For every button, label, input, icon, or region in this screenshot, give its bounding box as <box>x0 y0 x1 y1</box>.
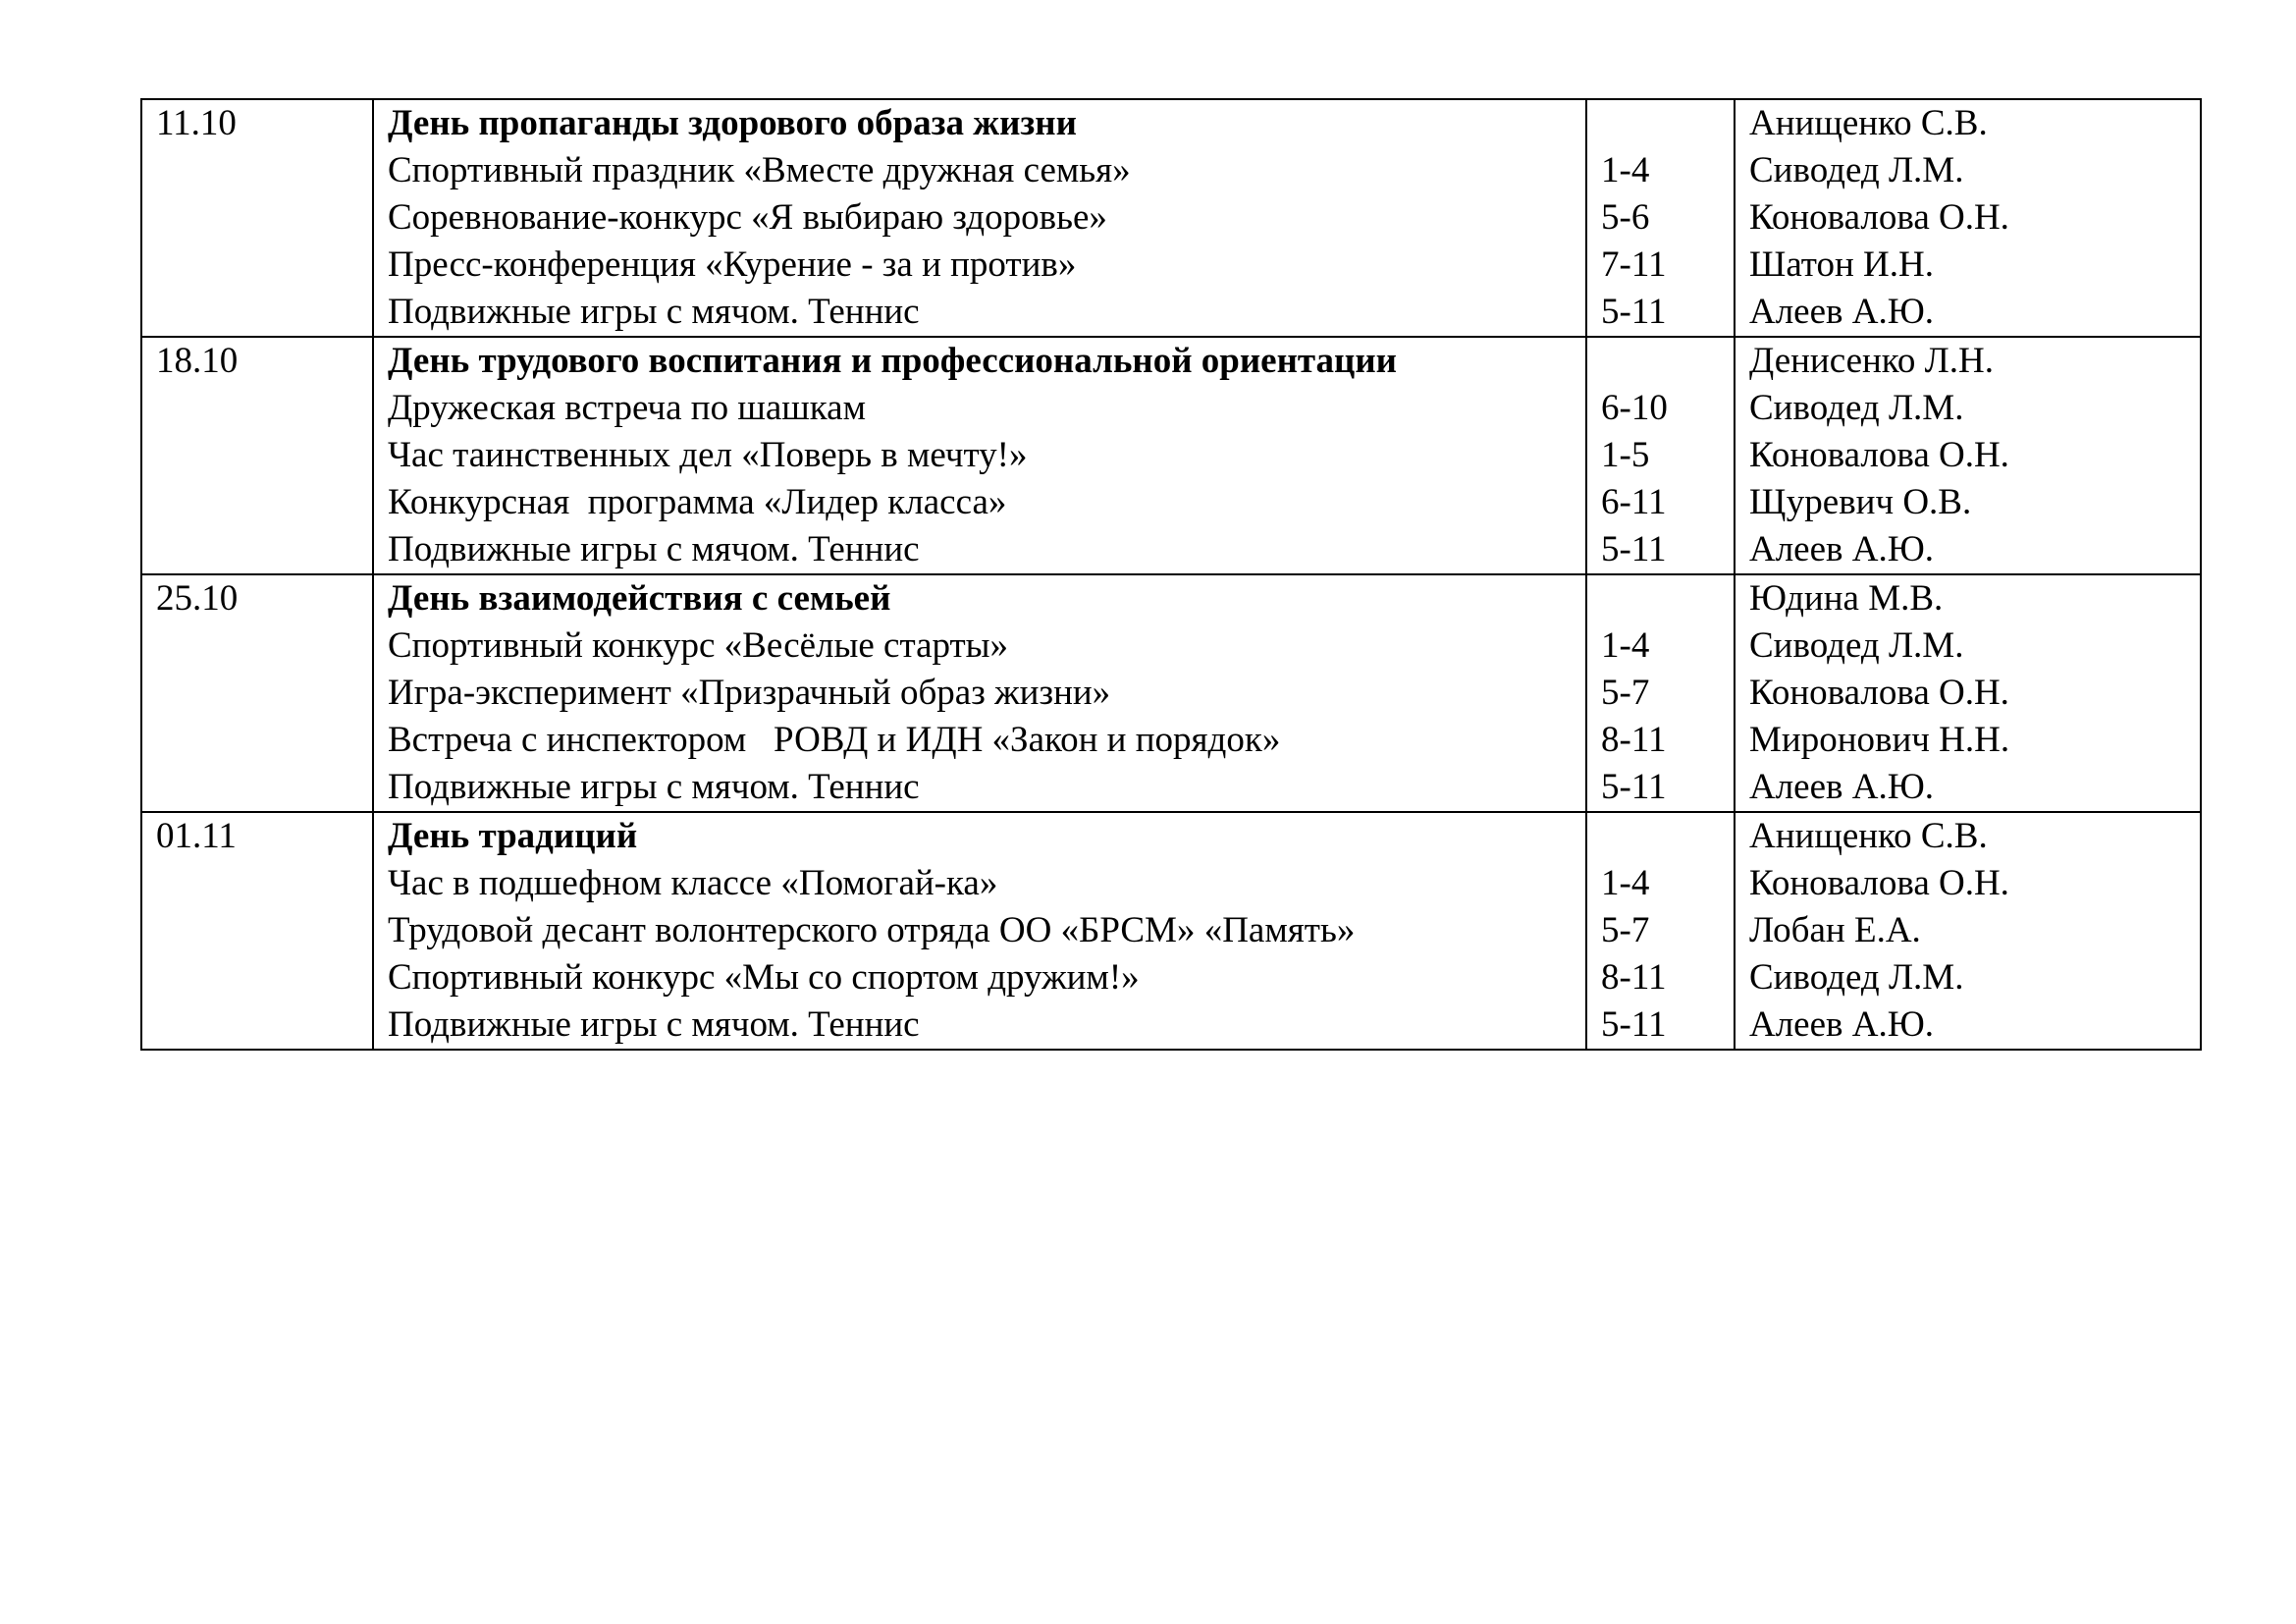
date: 01.11 <box>156 816 237 856</box>
event-grades: 5-11 <box>1601 1004 1667 1045</box>
events-cell <box>373 574 1586 812</box>
responsible-cell <box>1735 574 2201 812</box>
event-grades: 1-4 <box>1601 625 1650 666</box>
event-name: Подвижные игры с мячом. Теннис <box>388 292 920 332</box>
event-grades: 1-4 <box>1601 863 1650 903</box>
event-responsible: Сиводед Л.М. <box>1749 388 1964 428</box>
date: 11.10 <box>156 103 237 143</box>
event-responsible: Сиводед Л.М. <box>1749 625 1964 666</box>
event-responsible: Коновалова О.Н. <box>1749 197 2009 238</box>
event-responsible: Алеев А.Ю. <box>1749 1004 1934 1045</box>
date-cell <box>141 574 373 812</box>
day-row <box>141 337 2201 574</box>
event-name: Час таинственных дел «Поверь в мечту!» <box>388 435 1028 475</box>
event-name: Спортивный праздник «Вместе дружная семья» <box>388 150 1131 190</box>
event-name: Спортивный конкурс «Весёлые старты» <box>388 625 1009 666</box>
event-name: Игра-эксперимент «Призрачный образ жизни» <box>388 673 1111 713</box>
event-name: Час в подшефном классе «Помогай-ка» <box>388 863 998 903</box>
day-title: День взаимодействия с семьей <box>388 578 891 619</box>
event-name: Подвижные игры с мячом. Теннис <box>388 1004 920 1045</box>
event-grades: 7-11 <box>1601 244 1667 285</box>
event-responsible: Сиводед Л.М. <box>1749 150 1964 190</box>
schedule-table <box>140 98 2202 1051</box>
event-grades: 5-11 <box>1601 292 1667 332</box>
date: 18.10 <box>156 341 239 381</box>
event-responsible: Щуревич О.В. <box>1749 482 1972 522</box>
day-row <box>141 574 2201 812</box>
event-responsible: Коновалова О.Н. <box>1749 863 2009 903</box>
event-grades: 5-7 <box>1601 673 1650 713</box>
event-grades: 6-10 <box>1601 388 1668 428</box>
day-title: День пропаганды здорового образа жизни <box>388 103 1077 143</box>
event-grades: 1-5 <box>1601 435 1650 475</box>
grades-cell <box>1586 812 1735 1050</box>
event-name: Пресс-конференция «Курение - за и против» <box>388 244 1077 285</box>
day-title: День традиций <box>388 816 638 856</box>
event-responsible: Сиводед Л.М. <box>1749 957 1964 998</box>
event-name: Спортивный конкурс «Мы со спортом дружим!» <box>388 957 1140 998</box>
grade-blank <box>1587 575 1734 623</box>
title-responsible: Юдина М.В. <box>1749 578 1944 619</box>
grade-blank <box>1587 813 1734 860</box>
day-row <box>141 99 2201 337</box>
event-name: Конкурсная программа «Лидер класса» <box>388 482 1007 522</box>
event-responsible: Шатон И.Н. <box>1749 244 1934 285</box>
responsible-cell <box>1735 99 2201 337</box>
event-grades: 5-7 <box>1601 910 1650 950</box>
events-cell <box>373 337 1586 574</box>
grade-blank <box>1587 338 1734 385</box>
event-grades: 6-11 <box>1601 482 1667 522</box>
event-grades: 5-11 <box>1601 767 1667 807</box>
event-name: Соревнование-конкурс «Я выбираю здоровье» <box>388 197 1107 238</box>
event-grades: 8-11 <box>1601 957 1667 998</box>
responsible-cell <box>1735 337 2201 574</box>
date-cell <box>141 99 373 337</box>
event-name: Встреча с инспектором РОВД и ИДН «Закон и порядок» <box>388 720 1281 760</box>
event-responsible: Алеев А.Ю. <box>1749 529 1934 569</box>
event-responsible: Коновалова О.Н. <box>1749 673 2009 713</box>
grade-blank <box>1587 100 1734 147</box>
date-cell <box>141 337 373 574</box>
event-responsible: Коновалова О.Н. <box>1749 435 2009 475</box>
date: 25.10 <box>156 578 239 619</box>
event-responsible: Лобан Е.А. <box>1749 910 1921 950</box>
grades-cell <box>1586 337 1735 574</box>
grades-cell <box>1586 99 1735 337</box>
title-responsible: Анищенко С.В. <box>1749 103 1988 143</box>
event-name: Трудовой десант волонтерского отряда ОО «БРСМ» «Память» <box>388 910 1356 950</box>
day-title: День трудового воспитания и профессиональной ориентации <box>388 341 1397 381</box>
responsible-cell <box>1735 812 2201 1050</box>
event-name: Подвижные игры с мячом. Теннис <box>388 529 920 569</box>
event-responsible: Миронович Н.Н. <box>1749 720 2010 760</box>
event-grades: 5-6 <box>1601 197 1650 238</box>
event-responsible: Алеев А.Ю. <box>1749 767 1934 807</box>
event-grades: 1-4 <box>1601 150 1650 190</box>
event-responsible: Алеев А.Ю. <box>1749 292 1934 332</box>
day-row <box>141 812 2201 1050</box>
events-cell <box>373 812 1586 1050</box>
event-name: Подвижные игры с мячом. Теннис <box>388 767 920 807</box>
event-grades: 5-11 <box>1601 529 1667 569</box>
date-cell <box>141 812 373 1050</box>
events-cell <box>373 99 1586 337</box>
grades-cell <box>1586 574 1735 812</box>
title-responsible: Денисенко Л.Н. <box>1749 341 1994 381</box>
event-grades: 8-11 <box>1601 720 1667 760</box>
title-responsible: Анищенко С.В. <box>1749 816 1988 856</box>
event-name: Дружеская встреча по шашкам <box>388 388 866 428</box>
